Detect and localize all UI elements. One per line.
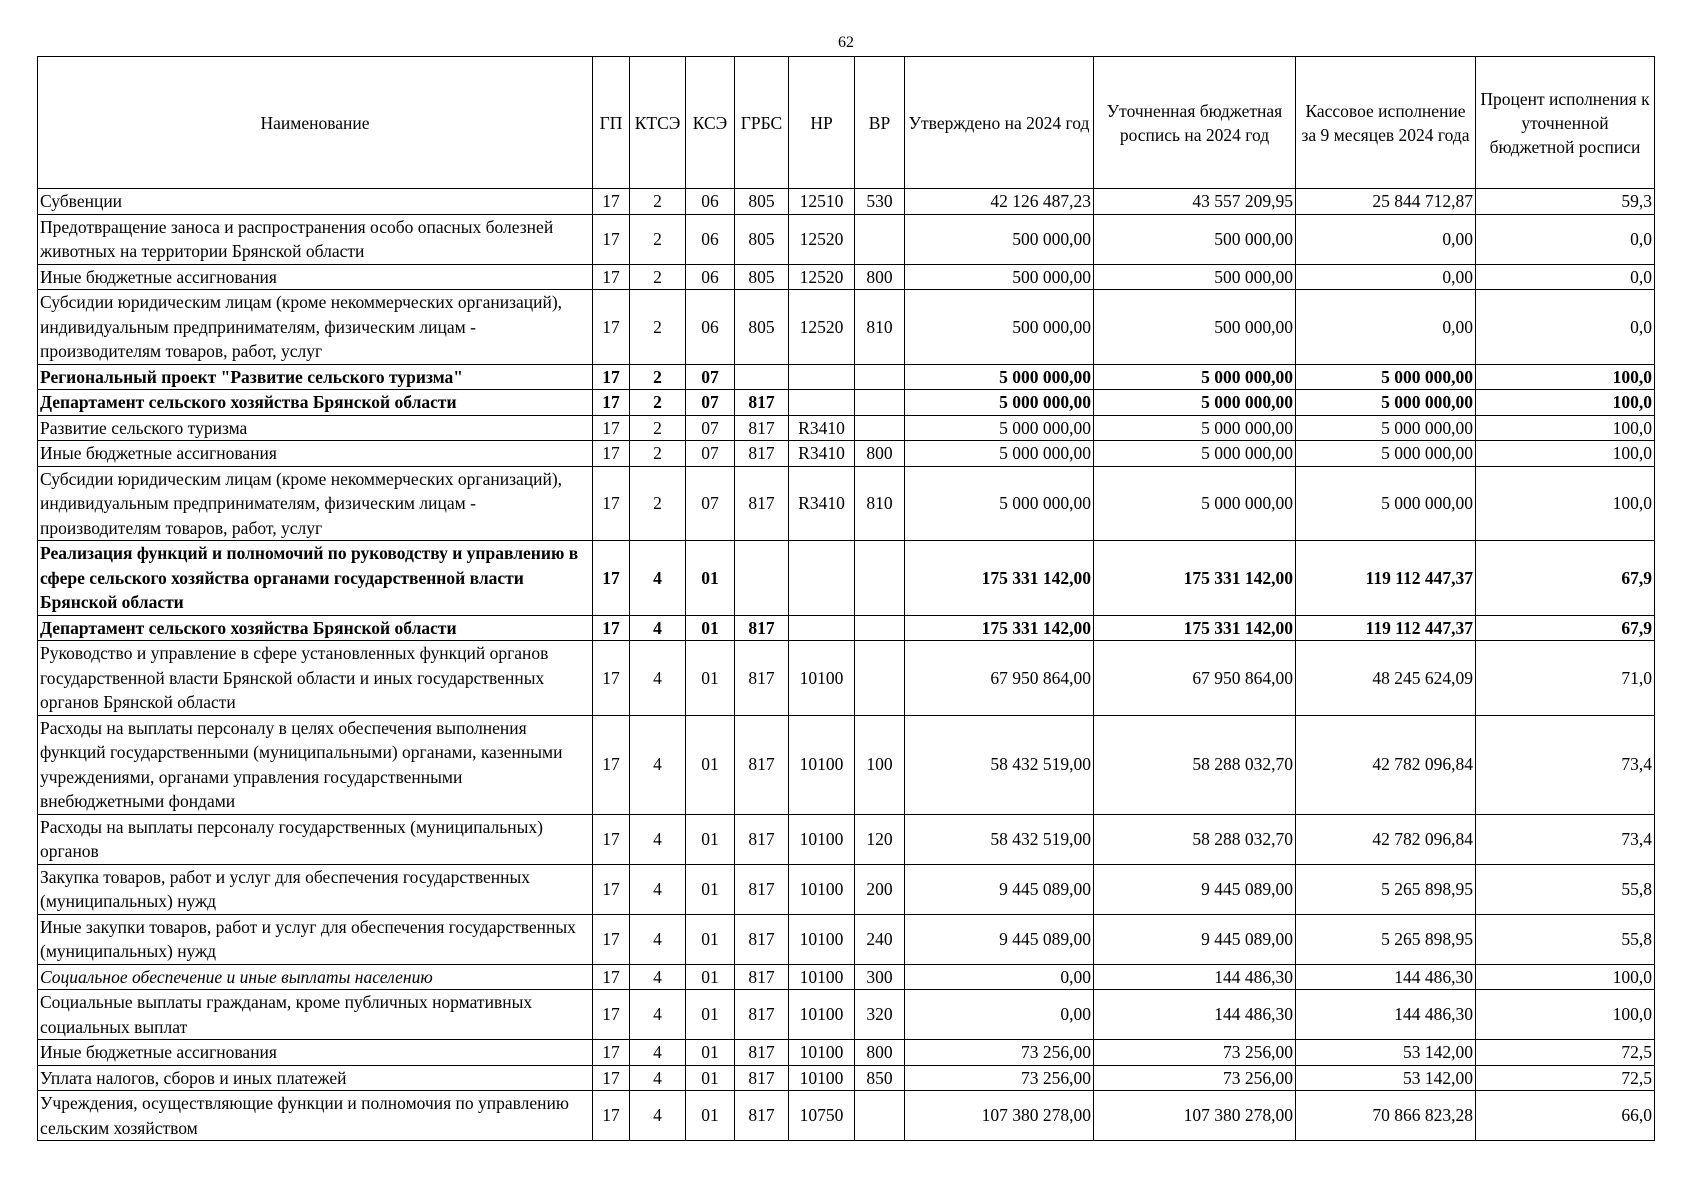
row-percent: 71,0: [1476, 641, 1655, 716]
row-gp: 17: [593, 615, 630, 641]
row-name: Иные бюджетные ассигнования: [38, 441, 593, 467]
row-kse: 06: [686, 189, 735, 215]
row-grbs: 817: [735, 990, 789, 1040]
row-kse: 07: [686, 441, 735, 467]
row-cash: 53 142,00: [1296, 1065, 1476, 1091]
row-grbs: 805: [735, 189, 789, 215]
row-gp: 17: [593, 964, 630, 990]
row-kse: 01: [686, 1091, 735, 1141]
row-name: Департамент сельского хозяйства Брянской области: [38, 390, 593, 416]
header-refined: Уточненная бюджетная роспись на 2024 год: [1094, 57, 1296, 189]
row-kse: 07: [686, 364, 735, 390]
row-ktse: 4: [630, 914, 686, 964]
row-vr: 100: [855, 715, 905, 814]
header-cash: Кассовое исполнение за 9 месяцев 2024 года: [1296, 57, 1476, 189]
row-nr: R3410: [789, 466, 855, 541]
row-grbs: 817: [735, 390, 789, 416]
row-vr: [855, 214, 905, 264]
row-grbs: 817: [735, 415, 789, 441]
row-nr: R3410: [789, 441, 855, 467]
row-name: Субвенции: [38, 189, 593, 215]
table-row: [38, 1040, 1655, 1066]
row-name: Расходы на выплаты персоналу в целях обеспечения выполнения функций государственными (муниципальными) органами, казенными учреждениями, органами управления государственными внебюджетными фондами: [38, 715, 593, 814]
table-row: [38, 466, 1655, 541]
row-refined: 5 000 000,00: [1094, 441, 1296, 467]
row-grbs: 817: [735, 641, 789, 716]
row-refined: 5 000 000,00: [1094, 364, 1296, 390]
row-grbs: 817: [735, 1065, 789, 1091]
row-percent: 67,9: [1476, 615, 1655, 641]
row-cash: 70 866 823,28: [1296, 1091, 1476, 1141]
row-name: Уплата налогов, сборов и иных платежей: [38, 1065, 593, 1091]
header-name: Наименование: [38, 57, 593, 189]
row-vr: 240: [855, 914, 905, 964]
row-name: Руководство и управление в сфере установленных функций органов государственной власти Брянской области и иных государственных органов Брянской области: [38, 641, 593, 716]
row-vr: [855, 364, 905, 390]
row-nr: 12510: [789, 189, 855, 215]
row-grbs: 817: [735, 864, 789, 914]
row-name: Иные бюджетные ассигнования: [38, 264, 593, 290]
row-kse: 07: [686, 390, 735, 416]
row-nr: 10100: [789, 964, 855, 990]
row-vr: 800: [855, 441, 905, 467]
row-vr: 120: [855, 814, 905, 864]
table-row: [38, 264, 1655, 290]
row-name: Социальные выплаты гражданам, кроме публичных нормативных социальных выплат: [38, 990, 593, 1040]
row-percent: 72,5: [1476, 1065, 1655, 1091]
header-kse: КСЭ: [686, 57, 735, 189]
row-kse: 07: [686, 415, 735, 441]
row-name: Региональный проект "Развитие сельского туризма": [38, 364, 593, 390]
row-percent: 100,0: [1476, 466, 1655, 541]
row-ktse: 4: [630, 541, 686, 616]
row-ktse: 2: [630, 290, 686, 365]
row-vr: 850: [855, 1065, 905, 1091]
row-cash: 144 486,30: [1296, 964, 1476, 990]
header-vr: ВР: [855, 57, 905, 189]
row-gp: 17: [593, 1065, 630, 1091]
row-percent: 0,0: [1476, 290, 1655, 365]
table-row: [38, 641, 1655, 716]
row-grbs: 817: [735, 964, 789, 990]
row-vr: 810: [855, 290, 905, 365]
row-vr: 810: [855, 466, 905, 541]
row-vr: 800: [855, 1040, 905, 1066]
row-ktse: 4: [630, 864, 686, 914]
row-cash: 5 265 898,95: [1296, 864, 1476, 914]
table-row: [38, 415, 1655, 441]
row-gp: 17: [593, 390, 630, 416]
row-percent: 66,0: [1476, 1091, 1655, 1141]
row-refined: 73 256,00: [1094, 1065, 1296, 1091]
row-refined: 67 950 864,00: [1094, 641, 1296, 716]
row-gp: 17: [593, 541, 630, 616]
row-approved: 175 331 142,00: [905, 541, 1094, 616]
row-approved: 0,00: [905, 990, 1094, 1040]
row-nr: [789, 541, 855, 616]
row-cash: 48 245 624,09: [1296, 641, 1476, 716]
row-ktse: 2: [630, 214, 686, 264]
row-grbs: [735, 541, 789, 616]
row-gp: 17: [593, 1040, 630, 1066]
row-grbs: 817: [735, 914, 789, 964]
row-ktse: 2: [630, 415, 686, 441]
row-grbs: 805: [735, 290, 789, 365]
row-kse: 01: [686, 1040, 735, 1066]
row-cash: 144 486,30: [1296, 990, 1476, 1040]
row-refined: 9 445 089,00: [1094, 864, 1296, 914]
table-row: [38, 290, 1655, 365]
row-cash: 5 000 000,00: [1296, 466, 1476, 541]
row-gp: 17: [593, 290, 630, 365]
row-nr: [789, 615, 855, 641]
table-row: [38, 1091, 1655, 1141]
header-nr: НР: [789, 57, 855, 189]
row-ktse: 4: [630, 615, 686, 641]
table-row: [38, 914, 1655, 964]
row-gp: 17: [593, 364, 630, 390]
table-row: [38, 814, 1655, 864]
row-refined: 5 000 000,00: [1094, 390, 1296, 416]
row-kse: 06: [686, 214, 735, 264]
row-refined: 175 331 142,00: [1094, 615, 1296, 641]
row-ktse: 2: [630, 189, 686, 215]
row-approved: 5 000 000,00: [905, 364, 1094, 390]
row-percent: 100,0: [1476, 990, 1655, 1040]
row-refined: 144 486,30: [1094, 964, 1296, 990]
row-ktse: 4: [630, 1091, 686, 1141]
row-kse: 01: [686, 964, 735, 990]
row-grbs: 805: [735, 264, 789, 290]
table-row: [38, 1065, 1655, 1091]
row-vr: [855, 415, 905, 441]
row-ktse: 4: [630, 641, 686, 716]
row-percent: 100,0: [1476, 964, 1655, 990]
row-name: Реализация функций и полномочий по руководству и управлению в сфере сельского хозяйства органами государственной власти Брянской области: [38, 541, 593, 616]
row-name: Департамент сельского хозяйства Брянской области: [38, 615, 593, 641]
row-gp: 17: [593, 214, 630, 264]
row-kse: 01: [686, 914, 735, 964]
row-nr: 10100: [789, 641, 855, 716]
row-cash: 5 000 000,00: [1296, 415, 1476, 441]
row-approved: 5 000 000,00: [905, 415, 1094, 441]
row-percent: 100,0: [1476, 390, 1655, 416]
row-approved: 0,00: [905, 964, 1094, 990]
row-refined: 9 445 089,00: [1094, 914, 1296, 964]
row-refined: 500 000,00: [1094, 214, 1296, 264]
row-refined: 58 288 032,70: [1094, 814, 1296, 864]
row-ktse: 4: [630, 814, 686, 864]
row-cash: 119 112 447,37: [1296, 615, 1476, 641]
row-ktse: 2: [630, 264, 686, 290]
row-grbs: 817: [735, 1040, 789, 1066]
row-cash: 0,00: [1296, 214, 1476, 264]
row-nr: 10750: [789, 1091, 855, 1141]
row-nr: 10100: [789, 1065, 855, 1091]
row-approved: 175 331 142,00: [905, 615, 1094, 641]
row-name: Закупка товаров, работ и услуг для обеспечения государственных (муниципальных) нужд: [38, 864, 593, 914]
row-approved: 73 256,00: [905, 1040, 1094, 1066]
row-gp: 17: [593, 189, 630, 215]
row-ktse: 2: [630, 390, 686, 416]
row-ktse: 4: [630, 964, 686, 990]
row-ktse: 4: [630, 1065, 686, 1091]
row-kse: 01: [686, 990, 735, 1040]
row-nr: 10100: [789, 814, 855, 864]
row-cash: 0,00: [1296, 290, 1476, 365]
row-cash: 25 844 712,87: [1296, 189, 1476, 215]
row-kse: 01: [686, 615, 735, 641]
row-ktse: 4: [630, 990, 686, 1040]
row-name: Субсидии юридическим лицам (кроме некоммерческих организаций), индивидуальным предпринимателям, физическим лицам - производителям товаров, работ, услуг: [38, 290, 593, 365]
row-grbs: 817: [735, 615, 789, 641]
row-cash: 5 000 000,00: [1296, 441, 1476, 467]
row-gp: 17: [593, 441, 630, 467]
row-kse: 01: [686, 541, 735, 616]
row-gp: 17: [593, 415, 630, 441]
row-approved: 58 432 519,00: [905, 814, 1094, 864]
row-nr: 12520: [789, 290, 855, 365]
row-percent: 100,0: [1476, 364, 1655, 390]
row-name: Развитие сельского туризма: [38, 415, 593, 441]
row-approved: 5 000 000,00: [905, 466, 1094, 541]
header-gp: ГП: [593, 57, 630, 189]
budget-execution-table: [37, 56, 1655, 1141]
row-approved: 500 000,00: [905, 264, 1094, 290]
row-percent: 100,0: [1476, 441, 1655, 467]
row-gp: 17: [593, 1091, 630, 1141]
row-percent: 59,3: [1476, 189, 1655, 215]
row-percent: 55,8: [1476, 864, 1655, 914]
row-ktse: 2: [630, 441, 686, 467]
table-row: [38, 864, 1655, 914]
row-approved: 67 950 864,00: [905, 641, 1094, 716]
row-approved: 9 445 089,00: [905, 864, 1094, 914]
row-refined: 144 486,30: [1094, 990, 1296, 1040]
row-vr: [855, 615, 905, 641]
row-vr: 800: [855, 264, 905, 290]
row-percent: 72,5: [1476, 1040, 1655, 1066]
row-grbs: 817: [735, 441, 789, 467]
row-vr: 530: [855, 189, 905, 215]
row-percent: 73,4: [1476, 715, 1655, 814]
row-vr: 200: [855, 864, 905, 914]
page-number: 62: [838, 34, 854, 51]
table-row: [38, 364, 1655, 390]
row-kse: 01: [686, 715, 735, 814]
table-row: [38, 541, 1655, 616]
header-grbs: ГРБС: [735, 57, 789, 189]
row-gp: 17: [593, 715, 630, 814]
row-approved: 5 000 000,00: [905, 441, 1094, 467]
row-cash: 42 782 096,84: [1296, 814, 1476, 864]
row-vr: 320: [855, 990, 905, 1040]
row-name: Расходы на выплаты персоналу государственных (муниципальных) органов: [38, 814, 593, 864]
row-vr: [855, 641, 905, 716]
table-row: [38, 964, 1655, 990]
row-percent: 100,0: [1476, 415, 1655, 441]
row-grbs: 805: [735, 214, 789, 264]
row-approved: 107 380 278,00: [905, 1091, 1094, 1141]
row-vr: [855, 541, 905, 616]
row-approved: 58 432 519,00: [905, 715, 1094, 814]
row-grbs: [735, 364, 789, 390]
row-nr: 12520: [789, 214, 855, 264]
row-gp: 17: [593, 814, 630, 864]
row-gp: 17: [593, 641, 630, 716]
row-vr: 300: [855, 964, 905, 990]
row-percent: 67,9: [1476, 541, 1655, 616]
table-row: [38, 615, 1655, 641]
row-name: Учреждения, осуществляющие функции и полномочия по управлению сельским хозяйством: [38, 1091, 593, 1141]
row-nr: 10100: [789, 1040, 855, 1066]
row-refined: 107 380 278,00: [1094, 1091, 1296, 1141]
table-row: [38, 441, 1655, 467]
row-approved: 5 000 000,00: [905, 390, 1094, 416]
row-gp: 17: [593, 990, 630, 1040]
row-approved: 42 126 487,23: [905, 189, 1094, 215]
row-refined: 73 256,00: [1094, 1040, 1296, 1066]
row-name: Иные закупки товаров, работ и услуг для обеспечения государственных (муниципальных) нужд: [38, 914, 593, 964]
row-kse: 01: [686, 864, 735, 914]
row-name: Иные бюджетные ассигнования: [38, 1040, 593, 1066]
row-vr: [855, 1091, 905, 1141]
row-ktse: 2: [630, 364, 686, 390]
row-refined: 58 288 032,70: [1094, 715, 1296, 814]
row-nr: 12520: [789, 264, 855, 290]
row-refined: 43 557 209,95: [1094, 189, 1296, 215]
row-refined: 500 000,00: [1094, 290, 1296, 365]
row-kse: 01: [686, 814, 735, 864]
table-row: [38, 990, 1655, 1040]
row-nr: 10100: [789, 914, 855, 964]
row-name: Субсидии юридическим лицам (кроме некоммерческих организаций), индивидуальным предпринимателям, физическим лицам - производителям товаров, работ, услуг: [38, 466, 593, 541]
row-kse: 01: [686, 641, 735, 716]
row-nr: 10100: [789, 990, 855, 1040]
row-kse: 01: [686, 1065, 735, 1091]
row-grbs: 817: [735, 1091, 789, 1141]
row-vr: [855, 390, 905, 416]
row-cash: 53 142,00: [1296, 1040, 1476, 1066]
row-refined: 5 000 000,00: [1094, 415, 1296, 441]
row-ktse: 4: [630, 1040, 686, 1066]
row-refined: 175 331 142,00: [1094, 541, 1296, 616]
row-gp: 17: [593, 466, 630, 541]
row-kse: 07: [686, 466, 735, 541]
row-nr: 10100: [789, 715, 855, 814]
row-name: Социальное обеспечение и иные выплаты населению: [38, 964, 593, 990]
row-kse: 06: [686, 264, 735, 290]
row-approved: 500 000,00: [905, 290, 1094, 365]
row-gp: 17: [593, 914, 630, 964]
row-approved: 73 256,00: [905, 1065, 1094, 1091]
row-nr: 10100: [789, 864, 855, 914]
row-cash: 5 265 898,95: [1296, 914, 1476, 964]
row-cash: 0,00: [1296, 264, 1476, 290]
row-percent: 0,0: [1476, 214, 1655, 264]
row-percent: 0,0: [1476, 264, 1655, 290]
row-nr: R3410: [789, 415, 855, 441]
table-row: [38, 189, 1655, 215]
row-approved: 9 445 089,00: [905, 914, 1094, 964]
row-gp: 17: [593, 264, 630, 290]
row-approved: 500 000,00: [905, 214, 1094, 264]
table-row: [38, 390, 1655, 416]
table-row: [38, 214, 1655, 264]
row-name: Предотвращение заноса и распространения особо опасных болезней животных на территории Брянской области: [38, 214, 593, 264]
row-grbs: 817: [735, 715, 789, 814]
row-nr: [789, 390, 855, 416]
row-grbs: 817: [735, 814, 789, 864]
row-cash: 119 112 447,37: [1296, 541, 1476, 616]
row-cash: 5 000 000,00: [1296, 364, 1476, 390]
row-kse: 06: [686, 290, 735, 365]
header-approved: Утверждено на 2024 год: [905, 57, 1094, 189]
row-refined: 500 000,00: [1094, 264, 1296, 290]
row-nr: [789, 364, 855, 390]
row-ktse: 2: [630, 466, 686, 541]
row-percent: 73,4: [1476, 814, 1655, 864]
row-cash: 5 000 000,00: [1296, 390, 1476, 416]
row-cash: 42 782 096,84: [1296, 715, 1476, 814]
row-percent: 55,8: [1476, 914, 1655, 964]
row-refined: 5 000 000,00: [1094, 466, 1296, 541]
row-grbs: 817: [735, 466, 789, 541]
table-row: [38, 715, 1655, 814]
row-gp: 17: [593, 864, 630, 914]
row-ktse: 4: [630, 715, 686, 814]
table-header-row: [38, 57, 1655, 189]
header-ktse: КТСЭ: [630, 57, 686, 189]
header-percent: Процент исполнения к уточненной бюджетной росписи: [1476, 57, 1655, 189]
